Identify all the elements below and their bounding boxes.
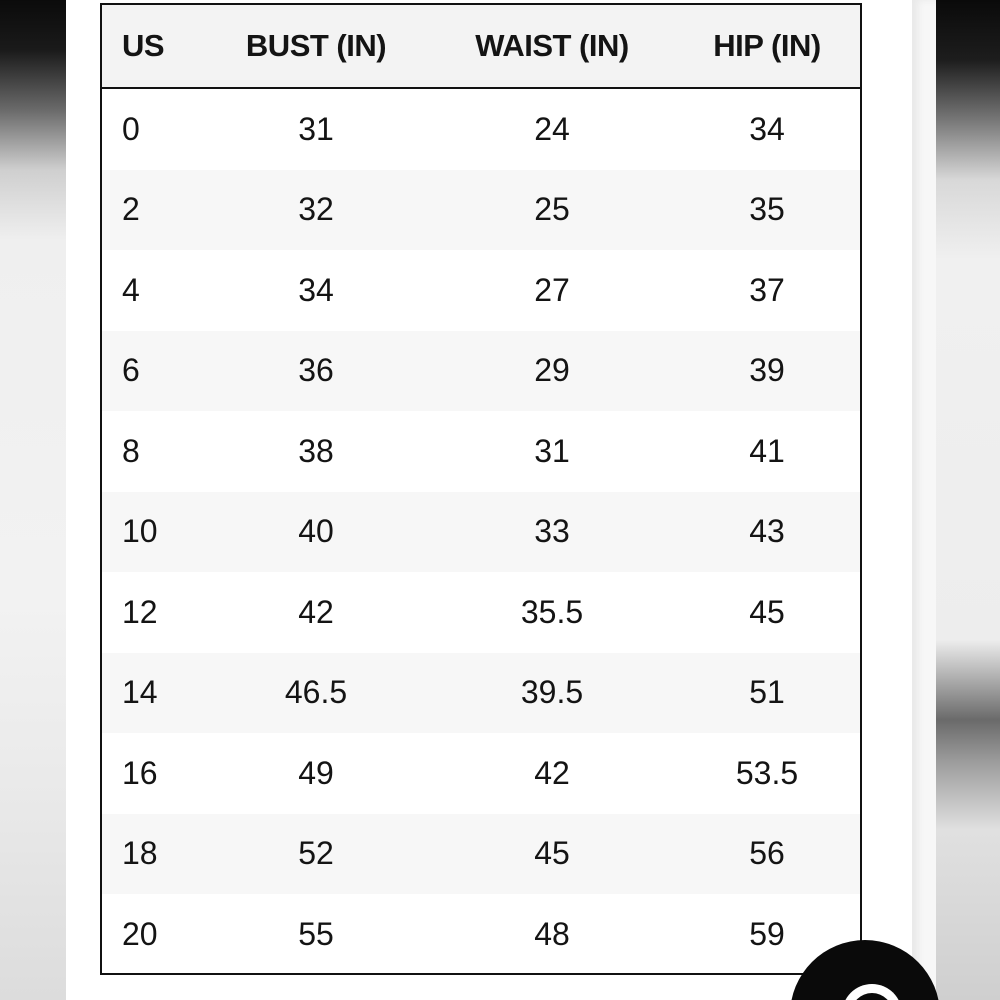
cell-hip: 59: [749, 915, 785, 952]
cell-size-us: 16: [122, 754, 158, 791]
table-row: [102, 89, 860, 170]
cell-hip: 56: [749, 835, 785, 872]
table-row: [102, 170, 860, 251]
cell-size-us: 14: [122, 674, 158, 711]
cell-hip: 43: [749, 513, 785, 550]
logo-mark: [842, 984, 902, 1000]
cell-waist: 33: [534, 513, 570, 550]
cell-waist: 35.5: [520, 593, 584, 630]
cell-bust: 31: [298, 110, 334, 147]
cell-size-us: 18: [122, 835, 158, 872]
cell-waist: 27: [534, 271, 570, 308]
cell-bust: 40: [298, 513, 334, 550]
cell-bust: 46.5: [284, 674, 348, 711]
left-background-band: [0, 0, 66, 1000]
table-row: [102, 492, 860, 573]
cell-hip: 51: [749, 674, 785, 711]
cell-waist: 29: [534, 352, 570, 389]
cell-waist: 48: [534, 915, 570, 952]
cell-bust: 52: [298, 835, 334, 872]
cell-bust: 49: [298, 754, 334, 791]
table-row: [102, 653, 860, 734]
cell-waist: 24: [534, 110, 570, 147]
cell-hip: 37: [749, 271, 785, 308]
table-row: [102, 250, 860, 331]
cell-bust: 55: [298, 915, 334, 952]
cell-size-us: 8: [122, 432, 140, 469]
cell-size-us: 4: [122, 271, 140, 308]
cell-bust: 42: [298, 593, 334, 630]
table-row: [102, 894, 860, 975]
cell-bust: 34: [298, 271, 334, 308]
table-row: [102, 411, 860, 492]
cell-bust: 36: [298, 352, 334, 389]
cell-size-us: 20: [122, 915, 158, 952]
cell-waist: 39.5: [520, 674, 584, 711]
cell-size-us: 0: [122, 110, 140, 147]
table-row: [102, 814, 860, 895]
cell-size-us: 10: [122, 513, 158, 550]
cell-bust: 38: [298, 432, 334, 469]
cell-size-us: 6: [122, 352, 140, 389]
cell-hip: 45: [749, 593, 785, 630]
cell-waist: 45: [534, 835, 570, 872]
header-waist: WAIST (IN): [475, 28, 629, 63]
table-header-row: [102, 5, 860, 89]
cell-hip: 35: [749, 191, 785, 228]
cell-waist: 25: [534, 191, 570, 228]
header-hip: HIP (IN): [713, 28, 821, 63]
table-row: [102, 331, 860, 412]
header-bust: BUST (IN): [245, 28, 387, 63]
cell-hip: 53.5: [735, 754, 799, 791]
table-body: [102, 89, 860, 975]
cell-waist: 42: [534, 754, 570, 791]
table-row: [102, 572, 860, 653]
table-row: [102, 733, 860, 814]
cell-hip: 39: [749, 352, 785, 389]
size-chart-table: [100, 3, 862, 975]
cell-waist: 31: [534, 432, 570, 469]
right-background-band: [936, 0, 1000, 1000]
cell-hip: 34: [749, 110, 785, 147]
cell-hip: 41: [749, 432, 785, 469]
cell-bust: 32: [298, 191, 334, 228]
page-edge: [912, 0, 936, 1000]
header-us: US: [122, 28, 165, 63]
cell-size-us: 2: [122, 191, 140, 228]
cell-size-us: 12: [122, 593, 158, 630]
